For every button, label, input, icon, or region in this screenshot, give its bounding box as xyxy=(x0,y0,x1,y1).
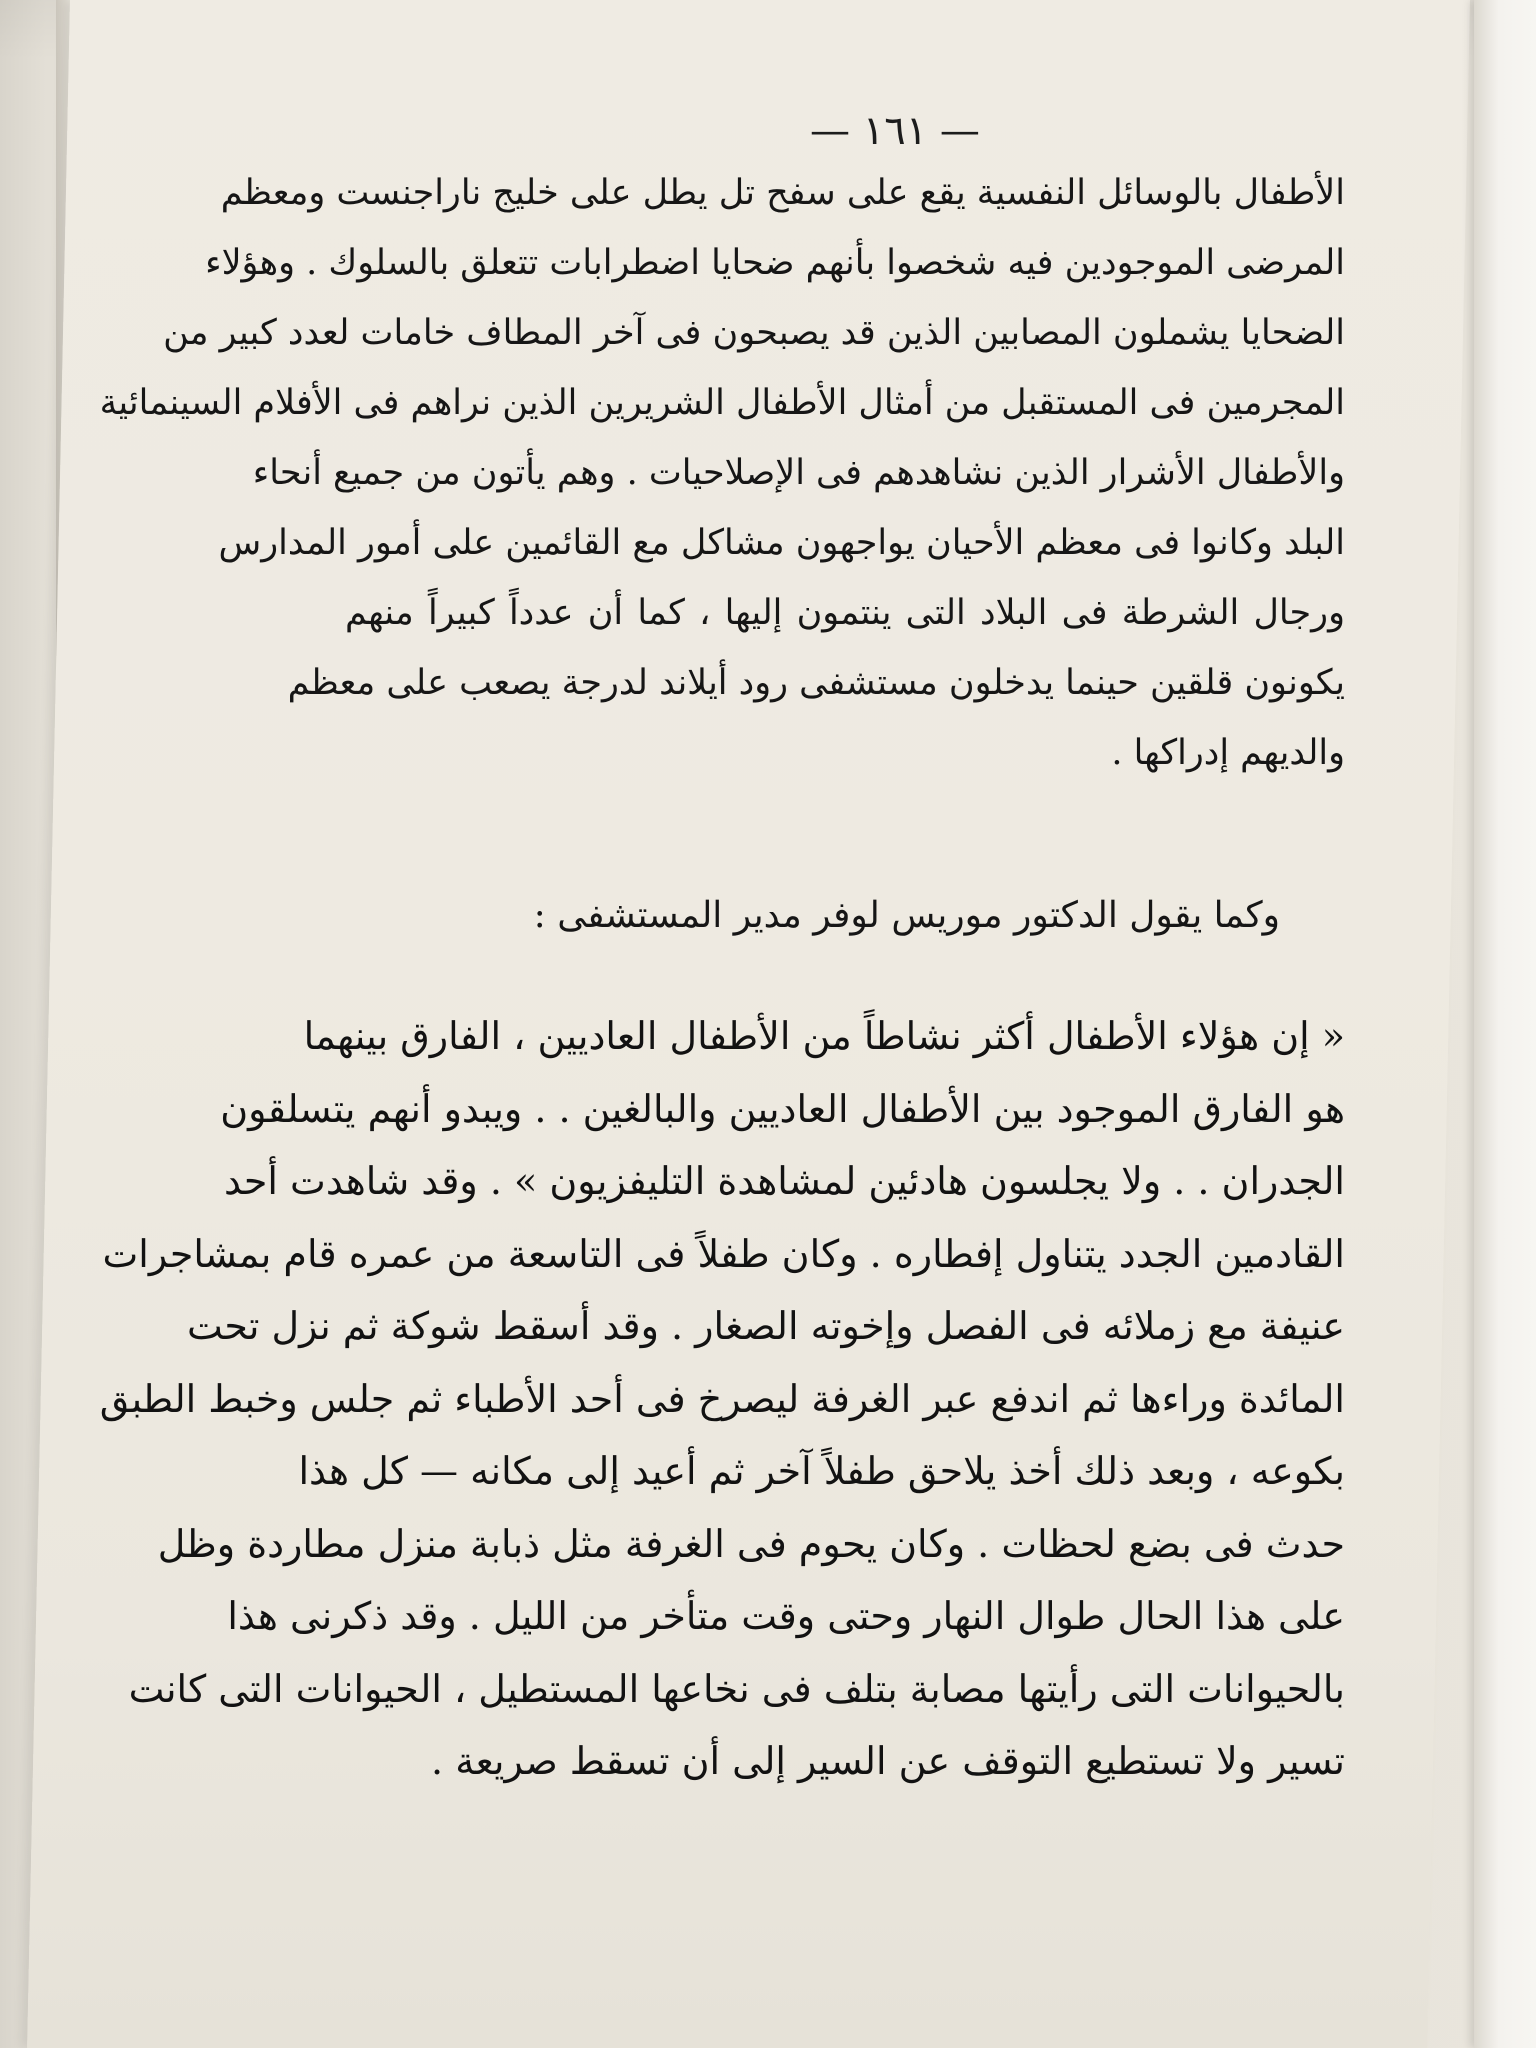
text-line: الأطفال بالوسائل النفسية يقع على سفح تل يطل على خليج ناراجنست ومعظم xyxy=(220,173,1345,213)
paragraph-2 xyxy=(99,1000,1345,1798)
text-line: عنيفة مع زملائه فى الفصل وإخوته الصغار . وقد أسقط شوكة ثم نزل تحت xyxy=(187,1304,1345,1348)
text-line: يكونون قلقين حينما يدخلون مستشفى رود أيلاند لدرجة يصعب على معظم xyxy=(287,663,1345,703)
text-line: القادمين الجدد يتناول إفطاره . وكان طفلاً فى التاسعة من عمره قام بمشاجرات xyxy=(102,1231,1345,1276)
text-line: المرضى الموجودين فيه شخصوا بأنهم ضحايا اضطرابات تتعلق بالسلوك . وهؤلاء xyxy=(205,243,1345,283)
text-line: الجدران . . ولا يجلسون هادئين لمشاهدة التليفزيون » . وقد شاهدت أحد xyxy=(223,1159,1345,1203)
text-line: حدث فى بضع لحظات . وكان يحوم فى الغرفة مثل ذبابة منزل مطاردة وظل xyxy=(157,1521,1345,1566)
text-line: المجرمين فى المستقبل من أمثال الأطفال الشريرين الذين نراهم فى الأفلام السينمائية xyxy=(99,383,1345,423)
text-line: « إن هؤلاء الأطفال أكثر نشاطاً من الأطفال العاديين ، الفارق بينهما xyxy=(303,1014,1345,1058)
text-line: بكوعه ، وبعد ذلك أخذ يلاحق طفلاً آخر ثم أعيد إلى مكانه — كل هذا xyxy=(298,1449,1345,1493)
text-line: هو الفارق الموجود بين الأطفال العاديين والبالغين . . ويبدو أنهم يتسلقون xyxy=(220,1086,1345,1131)
text-line: على هذا الحال طوال النهار وحتى وقت متأخر من الليل . وقد ذكرنى هذا xyxy=(227,1594,1345,1638)
text-line: ورجال الشرطة فى البلاد التى ينتمون إليها ، كما أن عدداً كبيراً منهم xyxy=(345,593,1345,633)
text-line: والأطفال الأشرار الذين نشاهدهم فى الإصلاحيات . وهم يأتون من جميع أنحاء xyxy=(252,453,1345,493)
text-line: المائدة وراءها ثم اندفع عبر الغرفة ليصرخ فى أحد الأطباء ثم جلس وخبط الطبق xyxy=(99,1376,1345,1421)
text-line: البلد وكانوا فى معظم الأحيان يواجهون مشاكل مع القائمين على أمور المدارس xyxy=(218,523,1345,563)
text-line: والديهم إدراكها . xyxy=(1111,733,1345,773)
text-line: بالحيوانات التى رأيتها مصابة بتلف فى نخاعها المستطيل ، الحيوانات التى كانت xyxy=(128,1666,1345,1711)
text-line: الضحايا يشملون المصابين الذين قد يصبحون فى آخر المطاف خامات لعدد كبير من xyxy=(163,313,1345,353)
paragraph-1 xyxy=(99,158,1345,788)
page-number: — ١٦١ — xyxy=(810,108,980,154)
text-line: تسير ولا تستطيع التوقف عن السير إلى أن تسقط صريعة . xyxy=(431,1739,1345,1783)
next-page-edge xyxy=(1474,0,1536,2048)
quote-intro: وكما يقول الدكتور موريس لوفر مدير المستشفى : xyxy=(533,895,1280,936)
